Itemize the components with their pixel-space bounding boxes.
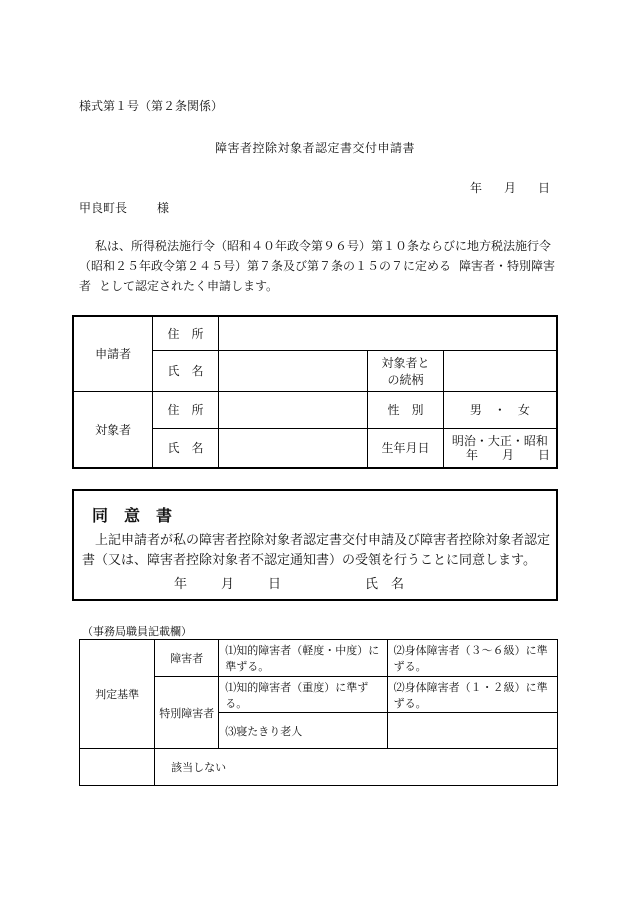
not-applicable-option[interactable]: 該当しない [155, 749, 558, 786]
consent-box [72, 489, 558, 601]
empty-cell [387, 713, 557, 749]
consent-year: 年 [174, 577, 188, 592]
application-statement [79, 236, 557, 296]
applicant-table [72, 315, 558, 469]
office-section-label: （事務局職員記載欄） [82, 625, 192, 638]
birthdate-field[interactable] [443, 428, 557, 468]
option-physical-3-6[interactable]: ⑵身体障害者（３～６級）に準ずる。 [387, 640, 557, 677]
addressee-honorific: 様 [157, 201, 170, 215]
relation-field[interactable] [443, 350, 557, 391]
blank-cell [80, 749, 155, 786]
subject-name-field[interactable] [218, 428, 367, 468]
special-disabled-label: 特別障害者 [155, 677, 219, 749]
relation-label [368, 350, 444, 391]
sex-options[interactable]: 男 ・ 女 [443, 391, 557, 428]
applicant-address-label: 住 所 [153, 316, 219, 350]
option-bedridden[interactable]: ⑶寝たきり老人 [219, 713, 387, 749]
subject-label: 対象者 [73, 391, 153, 468]
statement-line2: として認定されたく申請します。 [99, 279, 279, 293]
option-physical-1-2[interactable]: ⑵身体障害者（１・２級）に準ずる。 [387, 677, 557, 713]
addressee [79, 199, 169, 216]
date-line [470, 179, 572, 196]
option-intellectual-mild[interactable]: ⑴知的障害者（軽度・中度）に準ずる。 [219, 640, 387, 677]
option-intellectual-severe[interactable]: ⑴知的障害者（重度）に準ずる。 [219, 677, 387, 713]
date-month: 月 [504, 181, 517, 195]
consent-month: 月 [221, 577, 235, 592]
era-options[interactable]: 明治・大正・昭和 [451, 433, 548, 448]
office-table [79, 639, 558, 786]
consent-name-label: 氏 名 [365, 577, 405, 592]
applicant-address-field[interactable] [218, 316, 557, 350]
form-number: 様式第１号（第２条関係） [79, 99, 224, 113]
subject-name-label: 氏 名 [153, 428, 219, 468]
statement-options[interactable]: 障害者・特別障害者 [79, 259, 556, 293]
applicant-label: 申請者 [73, 316, 153, 391]
sex-label: 性 別 [368, 391, 444, 428]
relation-label-line1: 対象者と [381, 355, 430, 370]
consent-day: 日 [268, 577, 282, 592]
consent-text: 上記申請者が私の障害者控除対象者認定書交付申請及び障害者控除対象者認定書（又は、障害者控除対象者不認定通知書）の受領を行うことに同意します。 [82, 533, 551, 568]
page-title: 障害者控除対象者認定書交付申請書 [214, 141, 415, 155]
consent-signature-line [174, 573, 438, 592]
statement-line1: 私は、所得税法施行令（昭和４０年政令第９６号）第１０条ならびに地方税法施行令（昭和２５年政令第２４５号）第７条及び第７条の１５の７に定める [79, 239, 552, 273]
disabled-label: 障害者 [155, 640, 219, 677]
applicant-name-label: 氏 名 [153, 350, 219, 391]
consent-heading: 同意書 [92, 506, 189, 525]
subject-address-field[interactable] [218, 391, 367, 428]
applicant-name-field[interactable] [218, 350, 367, 391]
subject-address-label: 住 所 [153, 391, 219, 428]
relation-label-line2: の続柄 [387, 372, 424, 387]
criteria-label: 判定基準 [80, 640, 155, 749]
addressee-name: 甲良町長 [79, 201, 128, 215]
date-year: 年 [470, 181, 483, 195]
birth-ymd: 年 月 日 [465, 447, 550, 462]
date-day: 日 [538, 181, 551, 195]
birthdate-label: 生年月日 [368, 428, 444, 468]
